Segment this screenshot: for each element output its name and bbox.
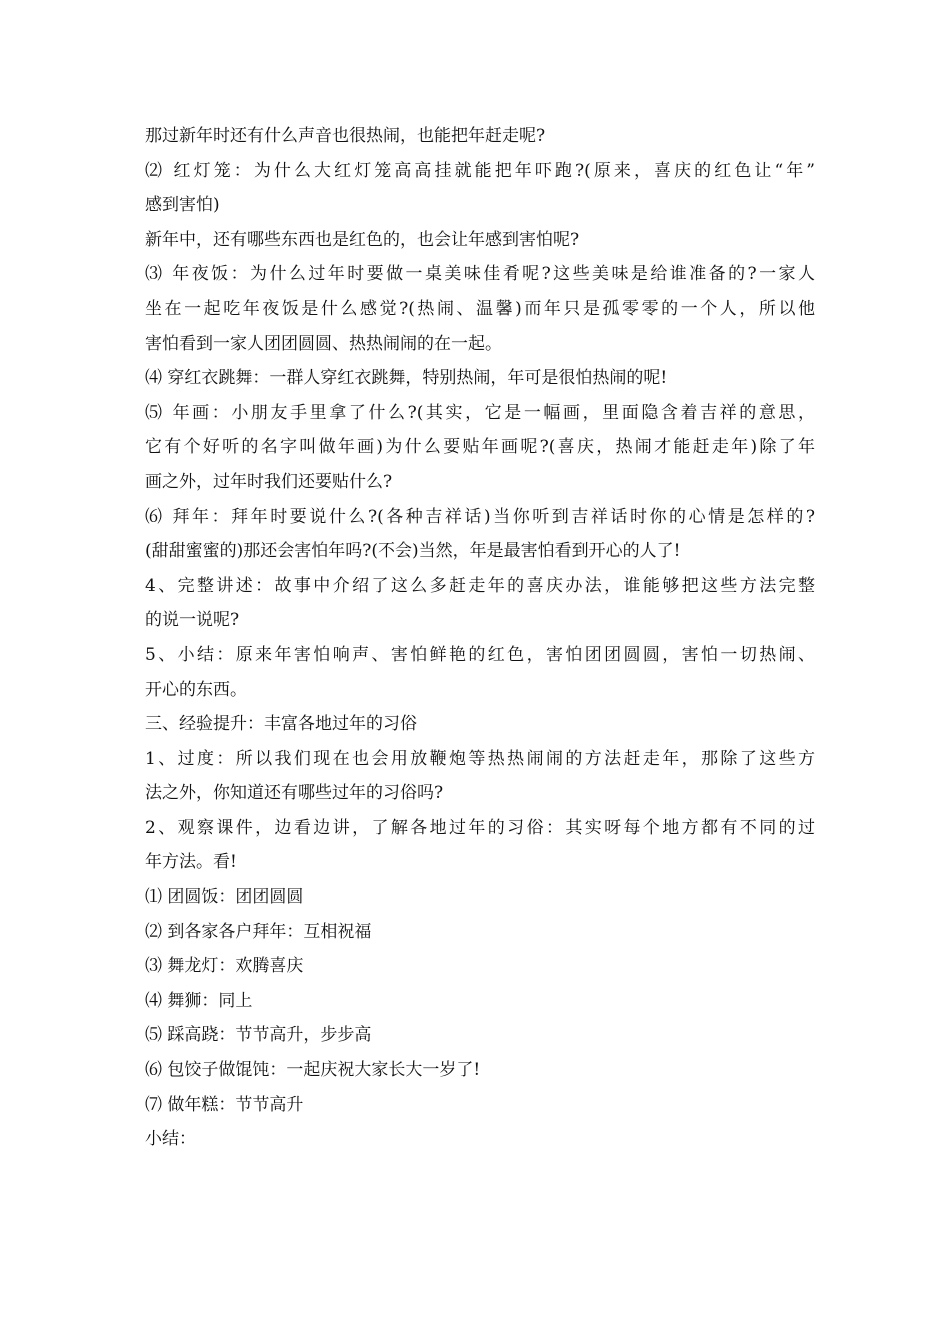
text-line: ⑴ 团圆饭：团团圆圆 (145, 887, 304, 908)
document-body (145, 119, 815, 1157)
text-line: 感到害怕) (145, 195, 220, 216)
text-line: 5、小结：原来年害怕响声、害怕鲜艳的红色，害怕团团圆圆，害怕一切热闹、 (145, 644, 815, 665)
text-line: 年方法。看! (145, 852, 237, 873)
text-line: ⑵ 红灯笼：为什么大红灯笼高高挂就能把年吓跑?(原来，喜庆的红色让“年” (145, 160, 815, 181)
text-line: 开心的东西。 (145, 679, 247, 700)
text-line: 坐在一起吃年夜饭是什么感觉?(热闹、温馨)而年只是孤零零的一个人，所以他 (145, 298, 815, 319)
text-line: 画之外，过年时我们还要贴什么? (145, 471, 393, 492)
text-line: (甜甜蜜蜜的)那还会害怕年吗?(不会)当然，年是最害怕看到开心的人了! (145, 541, 681, 562)
text-line: 的说一说呢? (145, 610, 240, 631)
text-line: ⑵ 到各家各户拜年：互相祝福 (145, 921, 372, 942)
text-line: ⑷ 穿红衣跳舞：一群人穿红衣跳舞，特别热闹，年可是很怕热闹的呢! (145, 368, 668, 389)
text-line: 三、经验提升：丰富各地过年的习俗 (145, 714, 417, 735)
text-line: ⑶ 年夜饭：为什么过年时要做一桌美味佳肴呢?这些美味是给谁准备的?一家人 (145, 264, 815, 285)
text-line: 1、过度：所以我们现在也会用放鞭炮等热热闹闹的方法赶走年，那除了这些方 (145, 748, 815, 769)
text-line: ⑷ 舞狮：同上 (145, 990, 253, 1011)
text-line: 害怕看到一家人团团圆圆、热热闹闹的在一起。 (145, 333, 502, 354)
text-line: 那过新年时还有什么声音也很热闹，也能把年赶走呢? (145, 126, 546, 146)
text-line: 它有个好听的名字叫做年画)为什么要贴年画呢?(喜庆，热闹才能赶走年)除了年 (145, 437, 815, 458)
text-line: ⑹ 拜年：拜年时要说什么?(各种吉祥话)当你听到吉祥话时你的心情是怎样的? (145, 506, 815, 527)
text-line: ⑶ 舞龙灯：欢腾喜庆 (145, 956, 304, 977)
text-line: 新年中，还有哪些东西也是红色的，也会让年感到害怕呢? (145, 229, 580, 250)
text-line: 小结： (145, 1129, 196, 1150)
text-line: ⑸ 年画：小朋友手里拿了什么?(其实，它是一幅画，里面隐含着吉祥的意思， (145, 402, 815, 423)
text-line: 法之外，你知道还有哪些过年的习俗吗? (145, 783, 444, 804)
text-line: 4、完整讲述：故事中介绍了这么多赶走年的喜庆办法，谁能够把这些方法完整 (145, 575, 815, 596)
text-line: 2、观察课件，边看边讲，了解各地过年的习俗：其实呀每个地方都有不同的过 (145, 817, 815, 838)
text-line: ⑹ 包饺子做馄饨：一起庆祝大家长大一岁了! (145, 1060, 481, 1081)
text-line: ⑸ 踩高跷：节节高升，步步高 (145, 1025, 372, 1046)
text-line: ⑺ 做年糕：节节高升 (145, 1094, 304, 1115)
